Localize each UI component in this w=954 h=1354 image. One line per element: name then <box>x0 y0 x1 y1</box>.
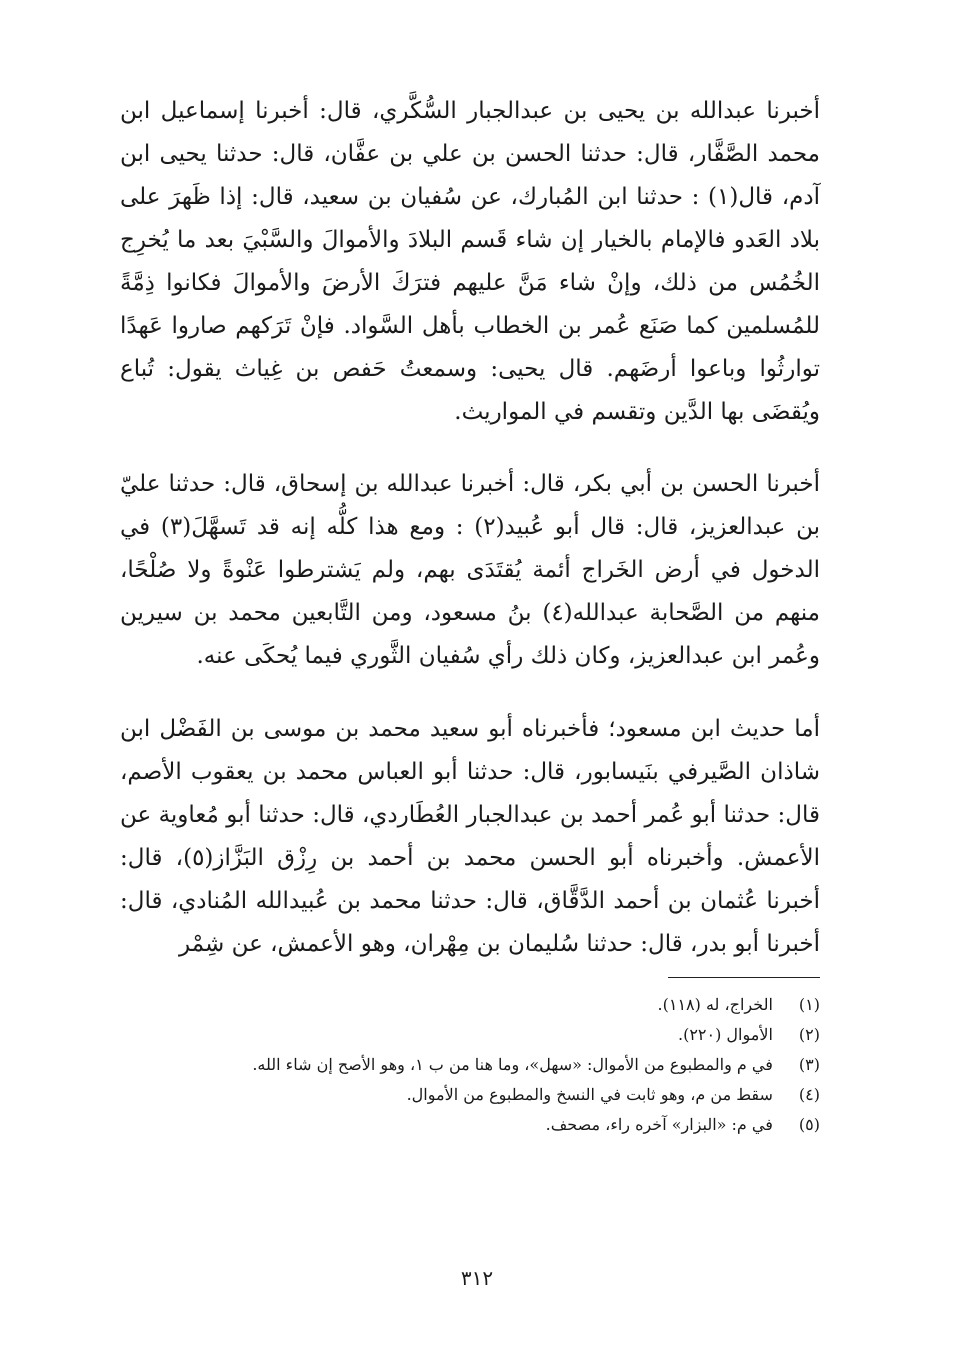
body-paragraph-1: أخبرنا عبدالله بن يحيى بن عبدالجبار السُّكَّري، قال: أخبرنا إسماعيل ابن محمد الصَّفَّار، قال: حدثنا الحسن بن علي بن عفَّان، قال: حدثنا يحيى ابن آدم، قال(١) : حدثنا ابن المُبارك، عن سُفيان بن سعيد، قال: إذا ظَهرَ على بلاد العَدو فالإمام بالخيار إن شاء قَسم البلادَ والأموالَ والسَّبْيَ بعد ما يُخرِج الخُمُس من ذلك، وإنْ شاء مَنَّ عليهم فترَكَ الأرضَ والأموالَ فكانوا ذِمَّةً للمُسلمين كما صَنَع عُمر بن الخطاب بأهل السَّواد. فإنْ تَرَكهم صاروا عَهدًا توارثُوا وباعوا أرضَهم. قال يحيى: وسمعتُ حَفص بن غِياث يقول: تُباع ويُقضَى بها الدَّين وتقسم في المواريث. <box>120 98 821 425</box>
footnote-number: (٢) <box>798 1025 820 1044</box>
footnote-item <box>130 1110 820 1140</box>
footnote-number: (١) <box>798 995 820 1014</box>
body-paragraph-2: أخبرنا الحسن بن أبي بكر، قال: أخبرنا عبدالله بن إسحاق، قال: حدثنا عليّ بن عبدالعزيز، قال: قال أبو عُبيد(٢) : ومع هذا كلُّه إنه قد تَسهَّلَ(٣) في الدخول في أرض الخَراج أئمة يُقتَدَى بهم، ولم يَشترطوا عَنْوةً ولا صُلْحًا، منهم من الصَّحابة عبدالله(٤) بنُ مسعود، ومن التَّابعين محمد بن سيرين وعُمر ابن عبدالعزيز، وكان ذلك رأي سُفيان الثَّوري فيما يُحكَى عنه. <box>120 471 820 669</box>
body-paragraph-3: أما حديث ابن مسعود؛ فأخبرناه أبو سعيد محمد بن موسى بن الفَضْل ابن شاذان الصَّيرفي بنَيسابور، قال: حدثنا أبو العباس محمد بن يعقوب الأصم، قال: حدثنا أبو عُمر أحمد بن عبدالجبار العُطَاردي، قال: حدثنا أبو مُعاوية عن الأعمش. وأخبرناه أبو الحسن محمد بن أحمد بن رِزْق البَزَّاز(٥)، قال: أخبرنا عُثمان بن أحمد الدَّقَّاق، قال: حدثنا محمد بن عُبيدالله المُنادي، قال: أخبرنا أبو بدر، قال: حدثنا سُليمان بن مِهْران، وهو الأعمش، عن شِمْر <box>120 716 820 957</box>
footnote-separator <box>668 977 820 978</box>
footnote-item <box>130 1020 820 1050</box>
footnote-text: في م: «البزار» آخره راء، مصحف. <box>545 1115 773 1134</box>
footnote-item <box>130 1050 820 1080</box>
page-number: ٣١٢ <box>460 1266 494 1290</box>
footnote-text: في م والمطبوع من الأموال: «سهل»، وما هنا من ب ١، وهو الأصح إن شاء الله. <box>252 1055 773 1074</box>
footnote-item <box>130 990 820 1020</box>
footnote-number: (٥) <box>798 1115 820 1134</box>
footnote-text: الأموال (٢٢٠). <box>677 1025 773 1044</box>
footnote-text: سقط من م، وهو ثابت في النسخ والمطبوع من الأموال. <box>406 1085 773 1104</box>
footnote-number: (٣) <box>798 1055 820 1074</box>
footnote-item <box>130 1080 820 1110</box>
footnote-number: (٤) <box>798 1085 820 1104</box>
footnote-text: الخراج، له (١١٨). <box>657 995 773 1014</box>
footnotes-list <box>130 990 820 1140</box>
